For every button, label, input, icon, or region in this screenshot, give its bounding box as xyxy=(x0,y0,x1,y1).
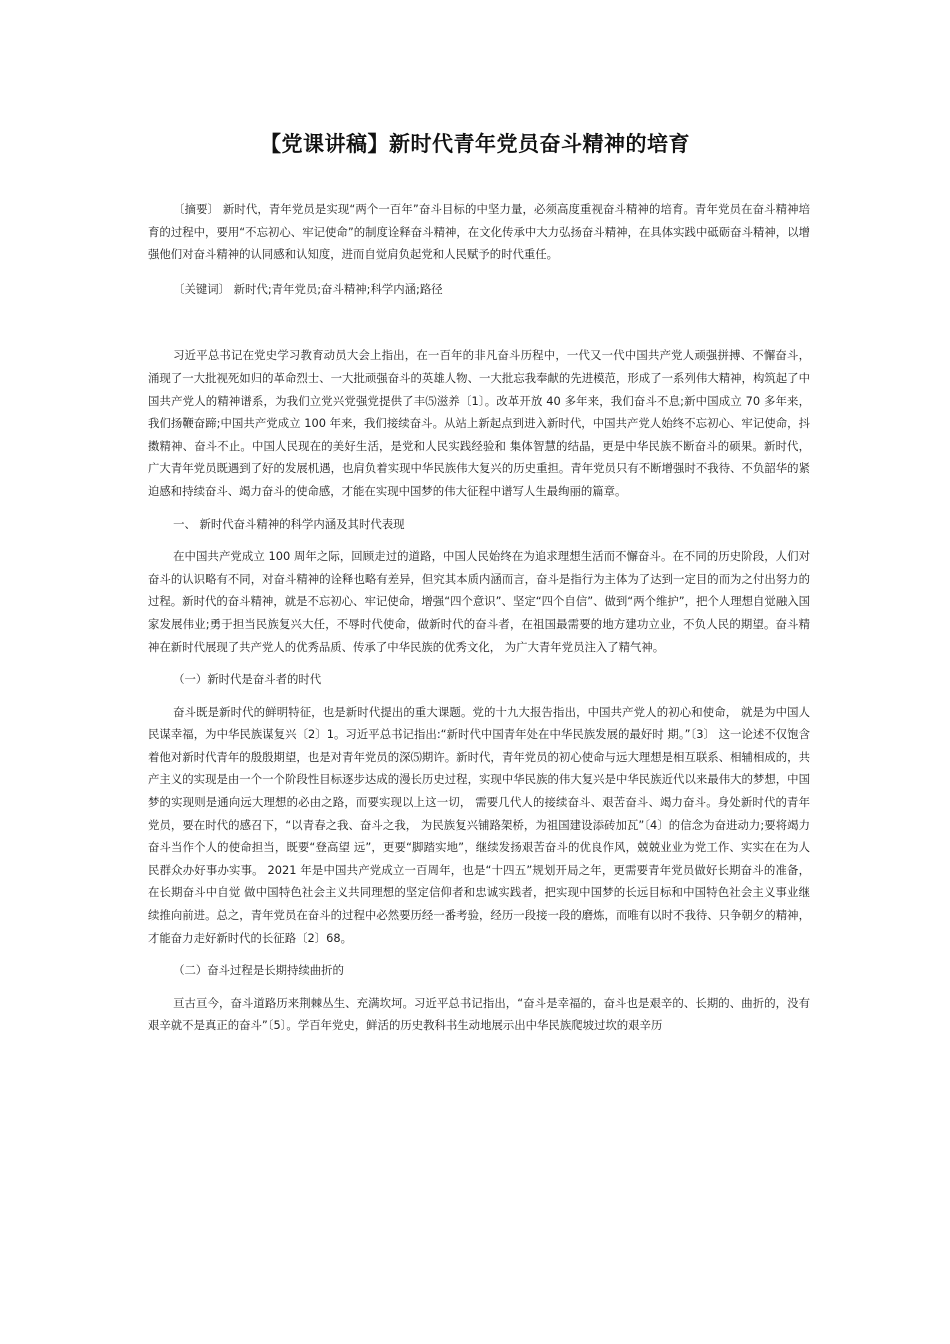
intro-paragraph: 习近平总书记在党史学习教育动员大会上指出，在一百年的非凡奋斗历程中，一代又一代中国共产党人顽强拼搏、不懈奋斗，涌现了一大批视死如归的革命烈士、一大批顽强奋斗的英雄人物、一大批忘我奉献的先进模范，形成了一系列伟大精神，构筑起了中国共产党人的精神谱系，为我们立党兴党强党提供了丰⑸滋养〔1〕。改革开放 40 多年来，我们奋斗不息;新中国成立 70 多年来，我们扬鞭奋蹄;中国共产党成立 100 年来，我们接续奋斗。从站上新起点到进入新时代，中国共产党人始终不忘初心、牢记使命，抖擞精神、奋斗不止。中国人民现在的美好生活，是党和人民实践经验和 集体智慧的结晶，更是中华民族不断奋斗的硕果。新时代，广大青年党员既遇到了好的发展机遇，也肩负着实现中华民族伟大复兴的历史重担。青年党员只有不断增强时不我待、不负韶华的紧迫感和持续奋斗、竭力奋斗的使命感，才能在实现中国梦的伟大征程中谱写人生最绚丽的篇章。 xyxy=(148,348,810,498)
document-body xyxy=(148,198,810,1043)
subsection-heading: （一）新时代是奋斗者的时代 xyxy=(173,672,322,687)
subsection-paragraph: 亘古亘今，奋斗道路历来荆棘丛生、充满坎坷。习近平总书记指出，“奋斗是幸福的，奋斗也是艰辛的、长期的、曲折的，没有艰辛就不是真正的奋斗”〔5〕。学百年党史，鲜活的历史教科书生动地展示出中华民族爬坡过坎的艰辛历 xyxy=(148,995,810,1033)
section-heading: 一、 新时代奋斗精神的科学内涵及其时代表现 xyxy=(173,516,405,531)
section-paragraph: 在中国共产党成立 100 周年之际，回顾走过的道路，中国人民始终在为追求理想生活而不懈奋斗。在不同的历史阶段，人们对奋斗的认识略有不同，对奋斗精神的诠释也略有差异，但究其本质内涵而言，奋斗是指行为主体为了达到一定目的而为之付出努力的过程。新时代的奋斗精神，就是不忘初心、牢记使命，增强“四个意识”、坚定“四个自信”、做到“两个维护”，把个人理想自觉融入国家发展伟业;勇于担当民族复兴大任，不辱时代使命，做新时代的奋斗者，在祖国最需要的地方建功立业，不负人民的期望。奋斗精神在新时代展现了共产党人的优秀品质、传承了中华民族的优秀文化， 为广大青年党员注入了精气神。 xyxy=(148,549,810,654)
keywords-line: 〔关键词〕 新时代;青年党员;奋斗精神;科学内涵;路径 xyxy=(173,281,443,296)
document-title: 【党课讲稿】新时代青年党员奋斗精神的培育 xyxy=(260,132,690,156)
subsection-paragraph: 奋斗既是新时代的鲜明特征，也是新时代提出的重大课题。党的十九大报告指出，中国共产党人的初心和使命， 就是为中国人民谋幸福，为中华民族谋复兴〔2〕1。习近平总书记指出:“新时代中国青年处在中华民族发展的最好时 期。”〔3〕 这一论述不仅饱含着他对新时代青年的殷殷期望，也是对青年党员的深⑸期许。新时代，青年党员的初心使命与远大理想是相互联系、相辅相成的，共产主义的实现是由一个一个阶段性目标逐步达成的漫长历史过程，实现中华民族的伟大复兴是中华民族近代以来最伟大的梦想，中国梦的实现则是通向远大理想的必由之路，而要实现以上这一切， 需要几代人的接续奋斗、艰苦奋斗、竭力奋斗。身处新时代的青年党员，要在时代的感召下，“以青春之我、奋斗之我， 为民族复兴铺路架桥，为祖国建设添砖加瓦”〔4〕的信念为奋进动力;要将竭力奋斗当作个人的使命担当，既要“登高望 远”，更要“脚踏实地”，继续发扬艰苦奋斗的优良作风，兢兢业业为党工作、实实在在为人民群众办好事办实事。 2021 年是中国共产党成立一百周年，也是“十四五”规划开局之年，更需要青年党员做好长期奋斗的准备，在长期奋斗中自觉 做中国特色社会主义共同理想的坚定信仰者和忠诚实践者，把实现中国梦的长远目标和中国特色社会主义事业继续推向前进。总之，青年党员在奋斗的过程中必然要历经一番考验，经历一段接一段的磨炼，而唯有以时不我待、只争朝夕的精神，才能奋力走好新时代的长征路〔2〕68。 xyxy=(148,704,810,945)
subsection-heading: （二）奋斗过程是长期持续曲折的 xyxy=(173,963,344,978)
abstract-paragraph: 〔摘要〕 新时代，青年党员是实现“两个一百年”奋斗目标的中坚力量，必须高度重视奋斗精神的培育。青年党员在奋斗精神培育的过程中，要用“不忘初心、牢记使命”的制度诠释奋斗精神，在文化传承中大力弘扬奋斗精神，在具体实践中砥砺奋斗精神，以增强他们对奋斗精神的认同感和认知度，进而自觉肩负起党和人民赋予的时代重任。 xyxy=(148,202,810,262)
